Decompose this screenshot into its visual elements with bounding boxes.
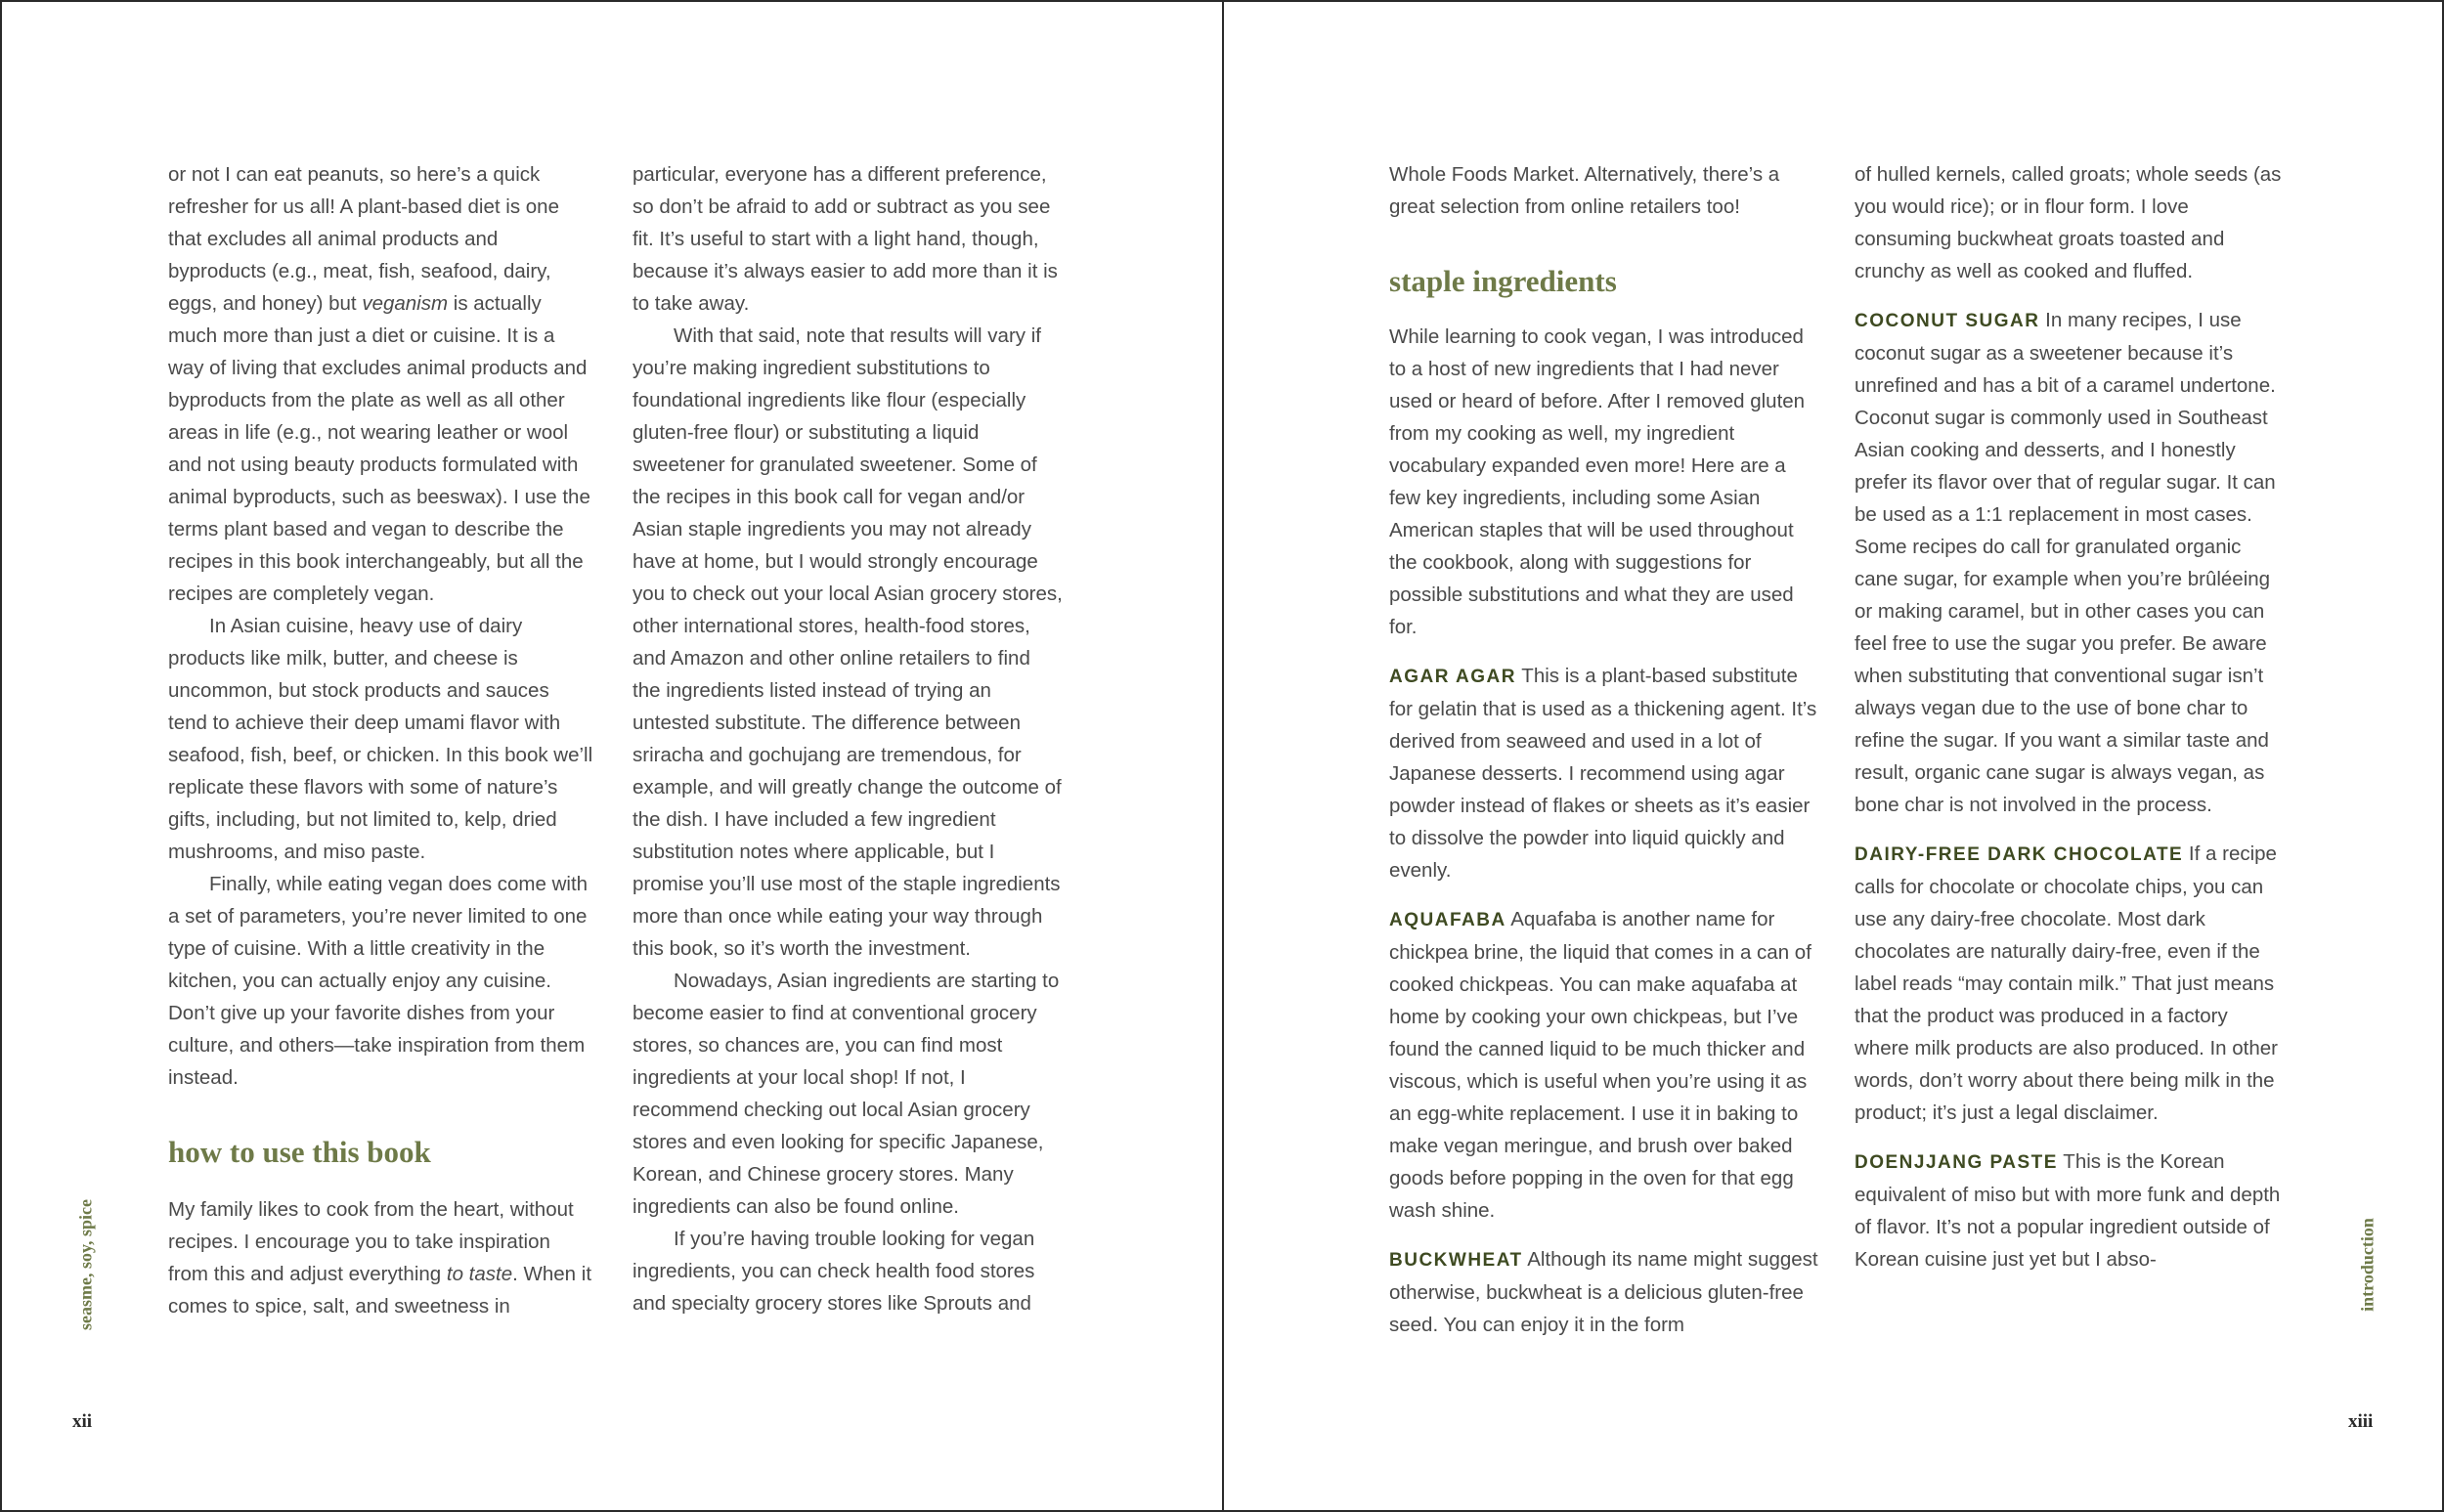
- text-run: . When it comes to spice, salt, and sweetness in: [168, 1263, 592, 1318]
- ingredient-text: If a recipe calls for chocolate or chocolate chips, you can use any dairy-free chocolate. Most dark chocolates are naturally dairy-free, even if the label reads “may contain milk.” That just means that the product was produced in a factory where milk products are also produced. In other words, don’t worry about there being milk in the product; it’s just a legal disclaimer.: [1855, 842, 2279, 1124]
- ingredient-entry: [1389, 660, 1819, 886]
- ingredient-text: This is a plant-based substitute for gelatin that is used as a thickening agent. It’s derived from seaweed and used in a lot of Japanese desserts. I recommend using agar powder instead of flakes or sheets as it’s easier to dissolve the powder into liquid quickly and evenly.: [1389, 665, 1817, 882]
- ingredient-entry: [1855, 838, 2285, 1129]
- left-column-2: [633, 158, 1063, 1319]
- ingredient-text: This is the Korean equivalent of miso but with more funk and depth of flavor. It’s not a popular ingredient outside of Korean cuisine just yet but I abso-: [1855, 1150, 2281, 1271]
- italic-term: veganism: [362, 292, 449, 315]
- ingredient-term: DOENJJANG PASTE: [1855, 1152, 2058, 1173]
- text-run: is actually much more than just a diet or cuisine. It is a way of living that excludes animal products and byproducts from the plate as well as all other areas in life (e.g., not wearing leather or wool and not using beauty products formulated with animal byproducts, such as beeswax). I use the terms plant based and vegan to describe the recipes in this book interchangeably, but all the recipes are completely vegan.: [168, 292, 590, 605]
- right-page: [1222, 0, 2444, 1512]
- section-heading: how to use this book: [168, 1135, 431, 1169]
- page-number: xiii: [2348, 1411, 2374, 1432]
- text-run: My family likes to cook from the heart, without recipes. I encourage you to take inspiration from this and adjust everything: [168, 1198, 574, 1285]
- ingredient-term: COCONUT SUGAR: [1855, 311, 2040, 331]
- running-head: seasme, soy, spice: [75, 1199, 96, 1330]
- page-number: xii: [72, 1411, 93, 1432]
- right-column-1: [1389, 158, 1819, 1358]
- italic-term: to taste: [446, 1263, 513, 1285]
- ingredient-term: AGAR AGAR: [1389, 667, 1516, 687]
- ingredient-entry: [1389, 903, 1819, 1227]
- right-column-2: [1855, 158, 2285, 1292]
- body-paragraph: If you’re having trouble looking for vegan ingredients, you can check health food stores and specialty grocery stores like Sprouts and: [633, 1228, 1035, 1315]
- body-paragraph: Nowadays, Asian ingredients are starting to become easier to find at conventional grocery stores, so chances are, you can find most ingredients at your local shop! If not, I recommend checking out local Asian grocery stores and even looking for specific Japanese, Korean, and Chinese grocery stores. Many ingredients can also be found online.: [633, 970, 1060, 1218]
- ingredient-text: In many recipes, I use coconut sugar as a sweetener because it’s unrefined and has a bit of a caramel undertone. Coconut sugar is commonly used in Southeast Asian cooking and desserts, and I honestly prefer its flavor over that of regular sugar. It can be used as a 1:1 replacement in most cases. Some recipes do call for granulated organic cane sugar, for example when you’re brûléeing or making caramel, but in other cases you can feel free to use the sugar you prefer. Be aware when substituting that conventional sugar isn’t always vegan due to the use of bone char to refine the sugar. If you want a similar taste and result, organic cane sugar is always vegan, as bone char is not involved in the process.: [1855, 309, 2276, 816]
- body-paragraph: With that said, note that results will vary if you’re making ingredient substitutions to foundational ingredients like flour (especially gluten-free flour) or substituting a liquid sweetener for granulated sweetener. Some of the recipes in this book call for vegan and/or Asian staple ingredients you may not already have at home, but I would strongly encourage you to check out your local Asian grocery stores, other international stores, health-food stores, and Amazon and other online retailers to find the ingredients listed instead of trying an untested substitute. The difference between sriracha and gochujang are tremendous, for example, and will greatly change the outcome of the dish. I have included a few ingredient substitution notes where applicable, but I promise you’ll use most of the staple ingredients more than once while eating your way through this book, so it’s worth the investment.: [633, 324, 1063, 960]
- body-paragraph: [168, 158, 593, 610]
- ingredient-term: AQUAFABA: [1389, 910, 1506, 930]
- section-heading: staple ingredients: [1389, 264, 1617, 298]
- body-paragraph: Whole Foods Market. Alternatively, there’s a great selection from online retailers too!: [1389, 163, 1780, 218]
- ingredient-entry: [1389, 1243, 1819, 1341]
- body-paragraph: of hulled kernels, called groats; whole seeds (as you would rice); or in flour form. I love consuming buckwheat groats toasted and crunchy as well as cooked and fluffed.: [1855, 163, 2282, 282]
- body-paragraph: While learning to cook vegan, I was introduced to a host of new ingredients that I had never used or heard of before. After I removed gluten from my cooking as well, my ingredient vocabulary expanded even more! Here are a few key ingredients, including some Asian American staples that will be used throughout the cookbook, along with suggestions for possible substitutions and what they are used for.: [1389, 325, 1806, 638]
- left-column-1: [168, 158, 593, 1322]
- body-paragraph: Finally, while eating vegan does come with a set of parameters, you’re never limited to one type of cuisine. With a little creativity in the kitchen, you can actually enjoy any cuisine. Don’t give up your favorite dishes from your culture, and others—take inspiration from them instead.: [168, 873, 589, 1089]
- ingredient-entry: [1855, 1145, 2285, 1275]
- ingredient-term: DAIRY-FREE DARK CHOCOLATE: [1855, 844, 2184, 865]
- ingredient-term: BUCKWHEAT: [1389, 1250, 1523, 1271]
- body-paragraph: In Asian cuisine, heavy use of dairy products like milk, butter, and cheese is uncommon, but stock products and sauces tend to achieve their deep umami flavor with seafood, fish, beef, or chicken. In this book we’ll replicate these flavors with some of nature’s gifts, including, but not limited to, kelp, dried mushrooms, and miso paste.: [168, 615, 593, 863]
- body-paragraph: [168, 1193, 593, 1322]
- ingredient-text: Aquafaba is another name for chickpea brine, the liquid that comes in a can of cooked chickpeas. You can make aquafaba at home by cooking your own chickpeas, but I’ve found the canned liquid to be much thicker and viscous, which is useful when you’re using it as an egg-white replacement. I use it in baking to make vegan meringue, and brush over baked goods before popping in the oven for that egg wash shine.: [1389, 908, 1811, 1222]
- text-run: or not I can eat peanuts, so here’s a quick refresher for us all! A plant-based diet is one that excludes all animal products and byproducts (e.g., meat, fish, seafood, dairy, eggs, and honey) but: [168, 163, 559, 315]
- body-paragraph: particular, everyone has a different preference, so don’t be afraid to add or subtract as you see fit. It’s useful to start with a light hand, though, because it’s always easier to add more than it is to take away.: [633, 163, 1058, 315]
- running-head: introduction: [2357, 1218, 2378, 1312]
- ingredient-text: Although its name might suggest otherwise, buckwheat is a delicious gluten-free seed. You can enjoy it in the form: [1389, 1248, 1818, 1336]
- ingredient-entry: [1855, 304, 2285, 821]
